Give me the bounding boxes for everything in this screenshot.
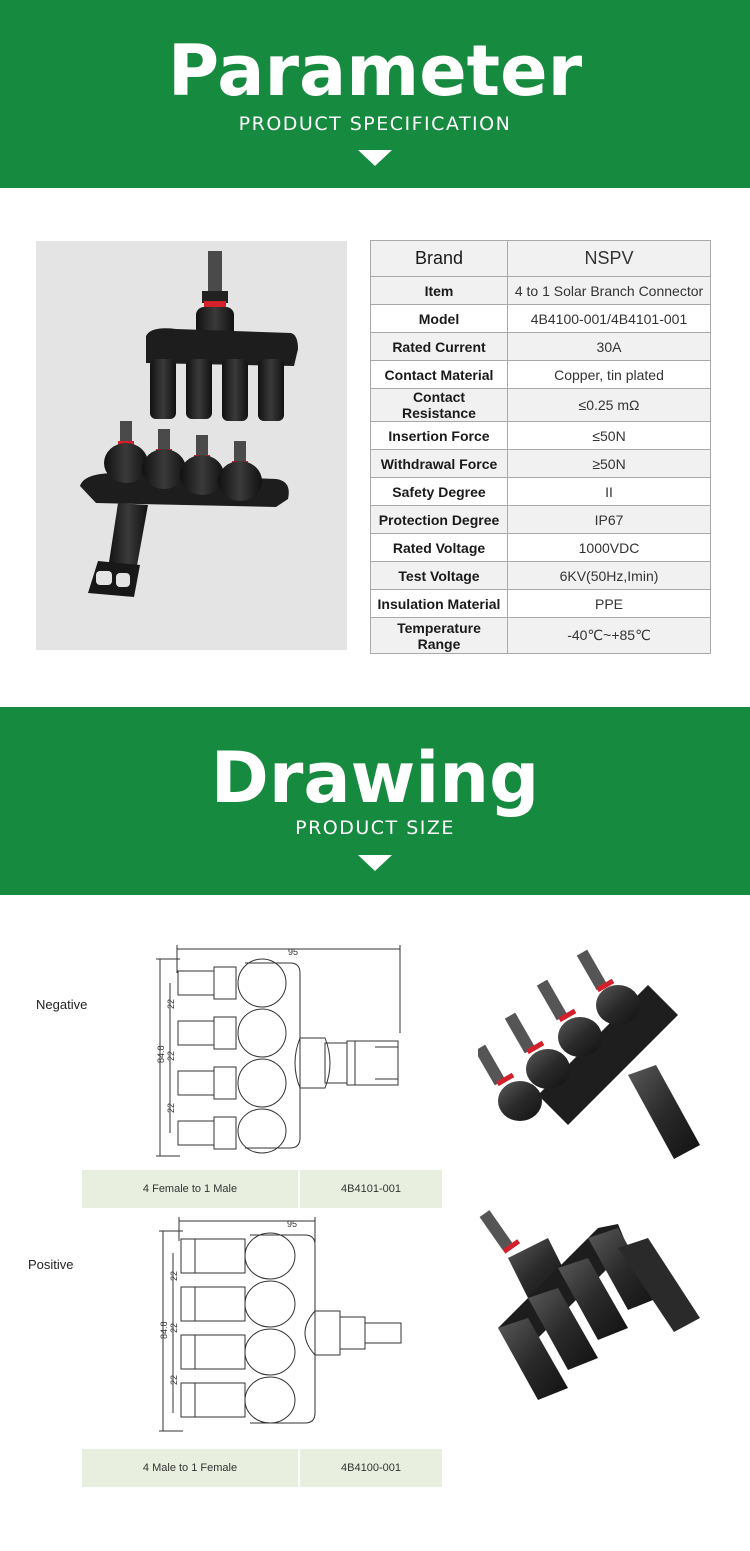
table-row (371, 422, 711, 450)
parameter-banner (0, 0, 750, 188)
positive-pitch-dimension: 22 (169, 1270, 179, 1281)
drawing-banner (0, 707, 750, 895)
positive-label: Positive (28, 1257, 74, 1272)
spec-label: Model (371, 305, 508, 333)
spec-value: ≤50N (508, 422, 711, 450)
spec-value: ≤0.25 mΩ (508, 389, 711, 422)
parameter-subtitle: PRODUCT SPECIFICATION (238, 113, 512, 135)
spec-label: Insulation Material (371, 590, 508, 618)
drawing-title: Drawing (210, 737, 540, 819)
negative-pitch-dimension: 22 (166, 1102, 176, 1113)
negative-product-photo (478, 945, 708, 1165)
table-row (371, 534, 711, 562)
positive-product-photo (478, 1208, 710, 1433)
table-row (371, 450, 711, 478)
negative-caption-model: 4B4101-001 (300, 1170, 442, 1208)
negative-technical-drawing (150, 943, 410, 1168)
spec-value: 1000VDC (508, 534, 711, 562)
negative-label: Negative (36, 997, 88, 1012)
spec-label: Contact Material (371, 361, 508, 389)
negative-pitch-dimension: 22 (166, 1050, 176, 1061)
table-row (371, 562, 711, 590)
table-row (371, 361, 711, 389)
negative-caption (82, 1170, 442, 1208)
spec-value: PPE (508, 590, 711, 618)
spec-label: Rated Voltage (371, 534, 508, 562)
spec-value: II (508, 478, 711, 506)
table-row (371, 478, 711, 506)
spec-value: 30A (508, 333, 711, 361)
table-row (371, 506, 711, 534)
positive-technical-drawing (155, 1213, 410, 1443)
spec-value: ≥50N (508, 450, 711, 478)
positive-width-dimension: 95 (287, 1219, 298, 1229)
spec-label: Item (371, 277, 508, 305)
spec-value: NSPV (508, 241, 711, 277)
spec-label: Brand (371, 241, 508, 277)
table-row (371, 305, 711, 333)
positive-caption-name: 4 Male to 1 Female (82, 1449, 298, 1487)
spec-label: Insertion Force (371, 422, 508, 450)
specification-table (370, 240, 711, 654)
negative-caption-name: 4 Female to 1 Male (82, 1170, 298, 1208)
spec-label: Protection Degree (371, 506, 508, 534)
spec-value: 6KV(50Hz,Imin) (508, 562, 711, 590)
spec-value: -40℃~+85℃ (508, 618, 711, 654)
down-triangle-icon (358, 150, 392, 166)
table-row (371, 590, 711, 618)
spec-value: Copper, tin plated (508, 361, 711, 389)
spec-label: Rated Current (371, 333, 508, 361)
negative-height-dimension: 84.8 (156, 1045, 166, 1063)
down-triangle-icon (358, 855, 392, 871)
spec-value: 4 to 1 Solar Branch Connector (508, 277, 711, 305)
table-row (371, 618, 711, 654)
table-row (371, 389, 711, 422)
spec-value: 4B4100-001/4B4101-001 (508, 305, 711, 333)
drawing-subtitle: PRODUCT SIZE (295, 817, 455, 839)
spec-label: Temperature Range (371, 618, 508, 654)
negative-pitch-dimension: 22 (166, 998, 176, 1009)
spec-label: Contact Resistance (371, 389, 508, 422)
positive-height-dimension: 84.8 (159, 1321, 169, 1339)
spec-label: Withdrawal Force (371, 450, 508, 478)
table-row (371, 241, 711, 277)
spec-label: Test Voltage (371, 562, 508, 590)
positive-caption (82, 1449, 442, 1487)
product-photo (36, 241, 347, 650)
table-row (371, 333, 711, 361)
table-row (371, 277, 711, 305)
negative-width-dimension: 95 (288, 947, 299, 957)
positive-pitch-dimension: 22 (169, 1322, 179, 1333)
spec-value: IP67 (508, 506, 711, 534)
parameter-title: Parameter (167, 30, 583, 112)
positive-pitch-dimension: 22 (169, 1374, 179, 1385)
positive-caption-model: 4B4100-001 (300, 1449, 442, 1487)
spec-label: Safety Degree (371, 478, 508, 506)
